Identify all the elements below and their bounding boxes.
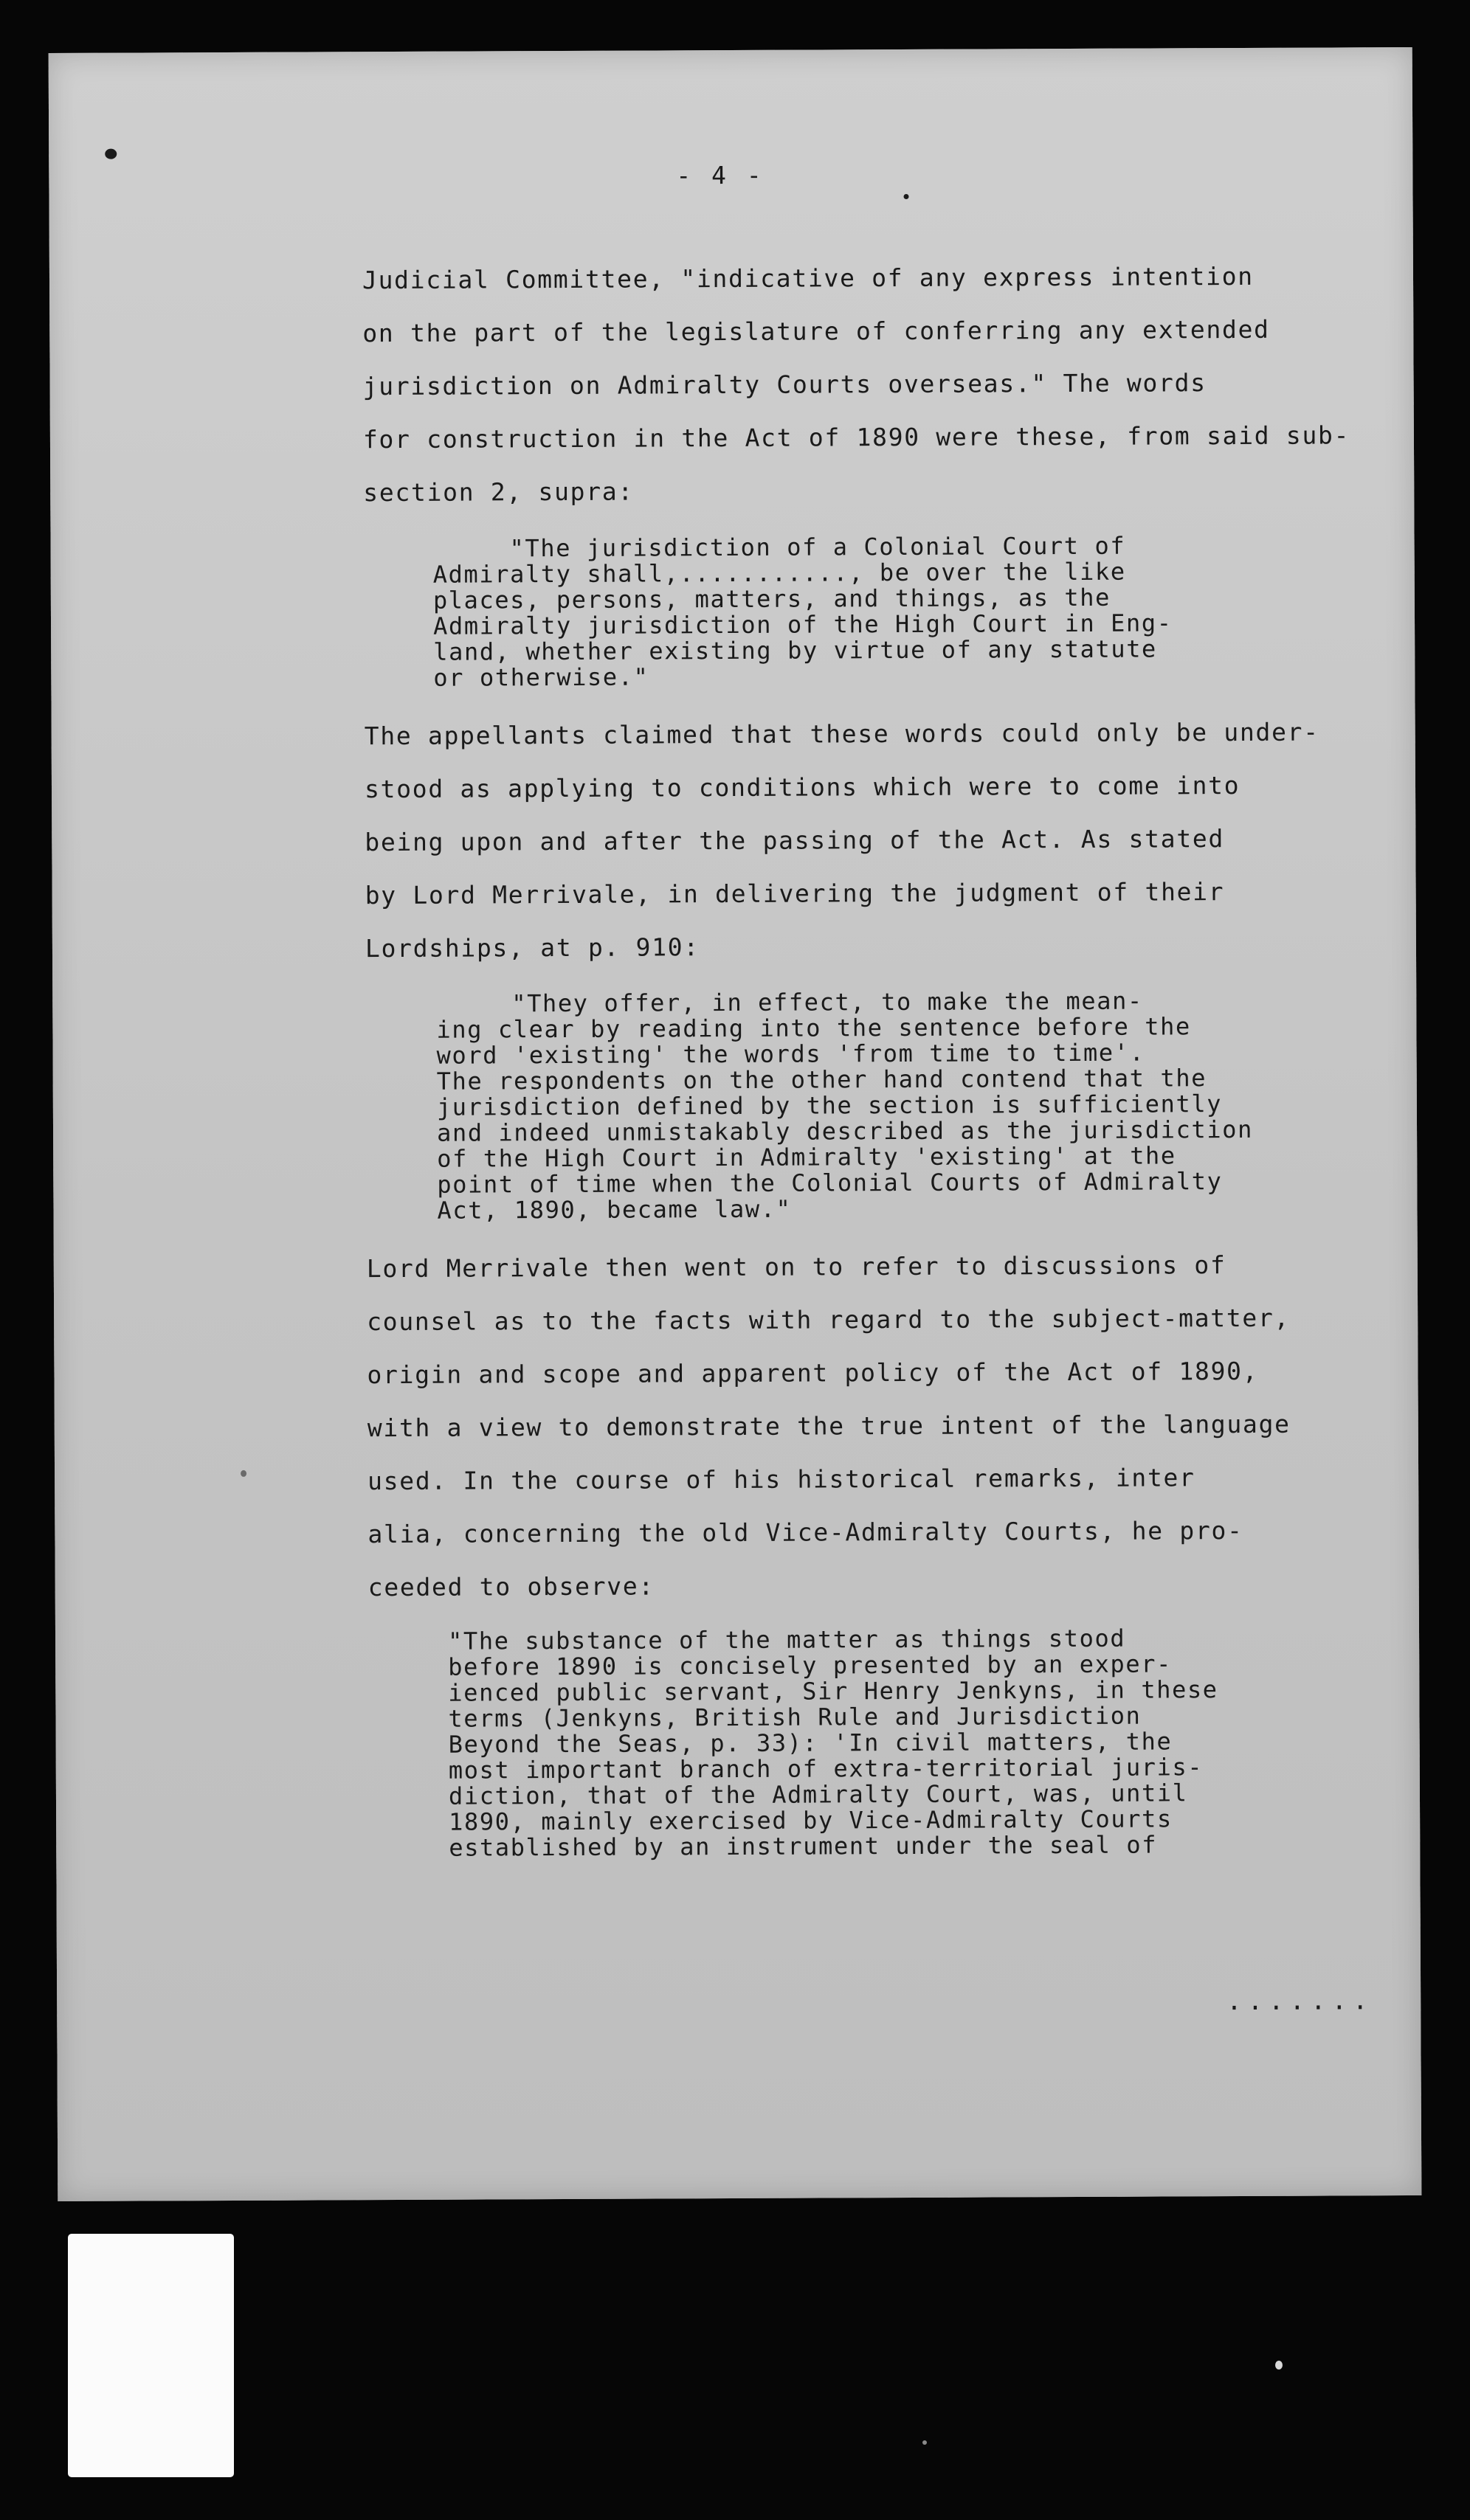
quote-line: and indeed unmistakably described as the jurisdiction: [436, 1115, 1254, 1147]
text-line: Lordships, at p. 910:: [365, 932, 700, 963]
ink-speck: [105, 149, 117, 159]
quote-line: Admiralty shall,..........., be over the like: [432, 557, 1126, 589]
text-line: The appellants claimed that these words could only be under-: [364, 717, 1319, 751]
quote-line: most important branch of extra-territorial juris-: [448, 1753, 1204, 1785]
quote-line: 1890, mainly exercised by Vice-Admiralty Courts: [449, 1804, 1173, 1836]
quote-line: diction, that of the Admiralty Court, was, until: [448, 1779, 1188, 1810]
quote-line: word 'existing' the words 'from time to time'.: [436, 1038, 1145, 1070]
quote-line: of the High Court in Admiralty 'existing' at the: [437, 1141, 1176, 1173]
quote-line: ing clear by reading into the sentence before the: [436, 1012, 1191, 1044]
ink-speck: [904, 194, 909, 199]
text-line: for construction in the Act of 1890 were these, from said sub-: [362, 420, 1350, 454]
quote-line: "The substance of the matter as things stood: [447, 1624, 1126, 1655]
quote-line: point of time when the Colonial Courts of Admiralty: [437, 1167, 1223, 1199]
document-page: [49, 47, 1422, 2201]
text-line: by Lord Merrivale, in delivering the judgment of their: [365, 877, 1225, 910]
film-dust-speck: [922, 2440, 927, 2445]
text-line: alia, concerning the old Vice-Admiralty Courts, he pro-: [368, 1516, 1243, 1549]
text-line: being upon and after the passing of the Act. As stated: [365, 824, 1225, 857]
paragraph-1: [49, 47, 1412, 508]
ink-speck: [241, 1470, 246, 1477]
text-line: section 2, supra:: [363, 477, 634, 508]
quote-line: "They offer, in effect, to make the mean-: [511, 986, 1143, 1018]
quote-line: Admiralty jurisdiction of the High Court in Eng-: [432, 609, 1173, 640]
quote-line: Beyond the Seas, p. 33): 'In civil matters, the: [448, 1727, 1173, 1759]
quote-line: before 1890 is concisely presented by an exper-: [448, 1650, 1172, 1681]
quote-line: The respondents on the other hand contend that the: [436, 1064, 1207, 1095]
quote-line: Act, 1890, became law.": [437, 1194, 792, 1225]
text-line: on the part of the legislature of conferring any extended: [362, 314, 1270, 348]
quote-line: terms (Jenkyns, British Rule and Jurisdiction: [448, 1701, 1142, 1733]
page-number: - 4 -: [676, 160, 765, 190]
film-label-card: [68, 2234, 234, 2477]
text-line: Judicial Committee, "indicative of any express intention: [362, 261, 1254, 295]
text-line: Lord Merrivale then went on to refer to discussions of: [366, 1250, 1226, 1284]
text-line: origin and scope and apparent policy of the Act of 1890,: [367, 1356, 1259, 1390]
quote-line: places, persons, matters, and things, as the: [432, 583, 1111, 615]
film-dust-speck: [1275, 2361, 1283, 2370]
text-line: counsel as to the facts with regard to the subject-matter,: [367, 1303, 1291, 1337]
text-line: ceeded to observe:: [368, 1571, 655, 1602]
quote-line: ienced public servant, Sir Henry Jenkyns, in these: [448, 1675, 1218, 1707]
quote-line: jurisdiction defined by the section is sufficiently: [436, 1090, 1223, 1121]
quote-line: land, whether existing by virtue of any statute: [433, 634, 1157, 666]
text-line: with a view to demonstrate the true intent of the language: [367, 1409, 1291, 1443]
text-line: used. In the course of his historical remarks, inter: [368, 1463, 1195, 1496]
quote-line: "The jurisdiction of a Colonial Court of: [509, 531, 1126, 563]
text-line: jurisdiction on Admiralty Courts overseas." The words: [362, 368, 1207, 401]
continuation-mark: .......: [1226, 1986, 1374, 2017]
quote-line: or otherwise.": [433, 662, 649, 692]
text-line: stood as applying to conditions which were to come into: [364, 771, 1240, 804]
quote-line: established by an instrument under the seal of: [449, 1830, 1158, 1862]
